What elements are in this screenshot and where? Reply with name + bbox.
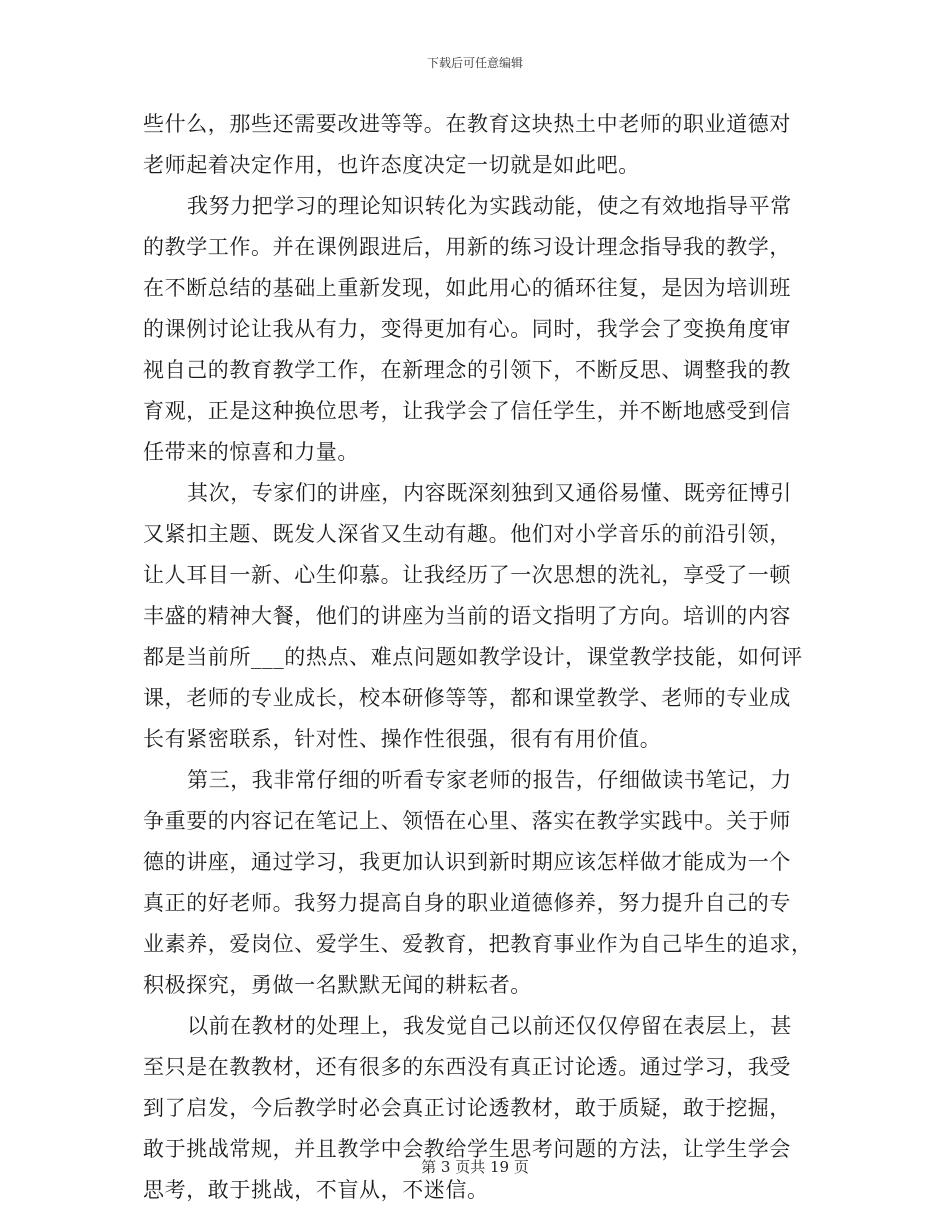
text-line: 长有紧密联系，针对性、操作性很强，很有有用价值。 bbox=[143, 727, 662, 751]
text-line: 的教学工作。并在课例跟进后，用新的练习设计理念指导我的教学， bbox=[143, 235, 791, 259]
text-line: 任带来的惊喜和力量。 bbox=[143, 440, 359, 464]
text-line: 积极探究，勇做一名默默无闻的耕耘者。 bbox=[143, 973, 532, 997]
page-number: 第 3 页共 19 页 bbox=[421, 1158, 529, 1176]
text-line: 到了启发，今后教学时必会真正讨论透教材，敢于质疑，敢于挖掘， bbox=[143, 1096, 791, 1120]
text-line: 些什么，那些还需要改进等等。在教育这块热土中老师的职业道德对 bbox=[143, 112, 791, 136]
text-line: 真正的好老师。我努力提高自身的职业道德修养，努力提升自己的专 bbox=[143, 891, 791, 915]
text-line: 至只是在教教材，还有很多的东西没有真正讨论透。通过学习，我受 bbox=[143, 1055, 791, 1079]
paragraph-start-line: 我努力把学习的理论知识转化为实践动能，使之有效地指导平常 bbox=[187, 194, 792, 218]
text-line: 让人耳目一新、心生仰慕。让我经历了一次思想的洗礼，享受了一顿 bbox=[143, 563, 791, 587]
text-line: 视自己的教育教学工作，在新理念的引领下，不断反思、调整我的教 bbox=[143, 358, 791, 382]
text-line: 又紧扣主题、既发人深省又生动有趣。他们对小学音乐的前沿引领， bbox=[143, 522, 791, 546]
document-body bbox=[143, 104, 813, 1211]
text-line: 丰盛的精神大餐，他们的讲座为当前的语文指明了方向。培训的内容 bbox=[143, 604, 791, 628]
text-line: 思考，敢于挑战，不盲从，不迷信。 bbox=[143, 1178, 489, 1202]
text-line: 在不断总结的基础上重新发现，如此用心的循环往复，是因为培训班 bbox=[143, 276, 791, 300]
text-line: 育观，正是这种换位思考，让我学会了信任学生，并不断地感受到信 bbox=[143, 399, 791, 423]
page-header: 下载后可任意编辑 bbox=[426, 56, 523, 70]
paragraph-start-line: 第三，我非常仔细的听看专家老师的报告，仔细做读书笔记，力 bbox=[187, 768, 792, 792]
text-line: 老师起着决定作用，也许态度决定一切就是如此吧。 bbox=[143, 153, 640, 177]
text-line: 德的讲座，通过学习，我更加认识到新时期应该怎样做才能成为一个 bbox=[143, 850, 791, 874]
text-line: 敢于挑战常规，并且教学中会教给学生思考问题的方法，让学生学会 bbox=[143, 1137, 791, 1161]
text-line: 争重要的内容记在笔记上、领悟在心里、落实在教学实践中。关于师 bbox=[143, 809, 791, 833]
text-line: 的课例讨论让我从有力，变得更加有心。同时，我学会了变换角度审 bbox=[143, 317, 791, 341]
text-line: 业素养，爱岗位、爱学生、爱教育，把教育事业作为自己毕生的追求， bbox=[143, 932, 813, 956]
text-line: 课，老师的专业成长，校本研修等等，都和课堂教学、老师的专业成 bbox=[143, 686, 791, 710]
paragraph-start-line: 以前在教材的处理上，我发觉自己以前还仅仅停留在表层上，甚 bbox=[187, 1014, 792, 1038]
text-line: 都是当前所___的热点、难点问题如教学设计，课堂教学技能，如何评 bbox=[143, 645, 803, 669]
paragraph-start-line: 其次，专家们的讲座，内容既深刻独到又通俗易懂、既旁征博引 bbox=[187, 481, 792, 505]
